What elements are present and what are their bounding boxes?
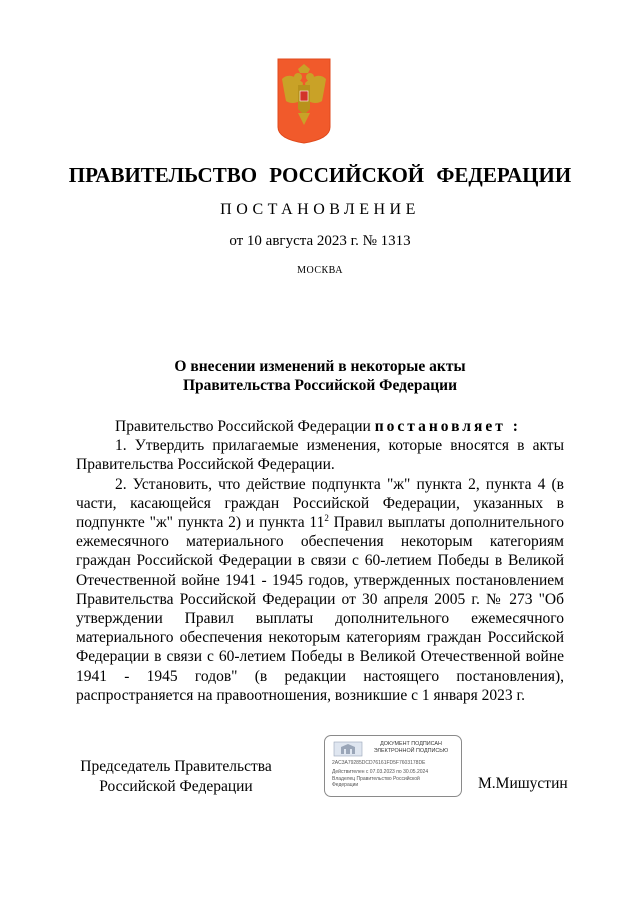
russian-coat-of-arms-emblem (276, 57, 332, 145)
item-2-paragraph (76, 475, 564, 705)
item-1-paragraph: 1. Утвердить прилагаемые изменения, которые вносятся в акты Правительства Российской Федерации. (76, 437, 564, 474)
stamp-serial: 2AC3A79285DCD76161FD5F7603178DE (332, 760, 426, 766)
electronic-signature-stamp (324, 735, 462, 797)
stamp-emblem-icon (333, 741, 363, 757)
signatory-position-line-1: Председатель Правительства (80, 758, 272, 775)
stamp-title-line-2: ЭЛЕКТРОННОЙ ПОДПИСЬЮ (373, 748, 449, 754)
document-date-number: от 10 августа 2023 г. № 1313 (229, 233, 411, 249)
document-type: ПОСТАНОВЛЕНИЕ (220, 201, 420, 218)
item-2-text-a: 2. Установить, что действие подпункта "ж" пункта 2, пункта 4 (в части, касающейся граждан Российской Федерации, указанных в подпункте "ж" пункта 2) и пункта 11 (76, 475, 564, 532)
intro-paragraph (76, 417, 564, 436)
decree-word: постановляет : (374, 418, 521, 435)
signatory-name: М.Мишустин (478, 775, 568, 792)
intro-text: Правительство Российской Федерации (115, 418, 371, 435)
subject-line-1: О внесении изменений в некоторые акты (174, 358, 466, 375)
signatory-position (76, 757, 276, 796)
document-body (76, 417, 564, 705)
stamp-owner-line-2: Федерации (332, 782, 359, 788)
document-subject (0, 357, 640, 395)
government-title: ПРАВИТЕЛЬСТВО РОССИЙСКОЙ ФЕДЕРАЦИИ (68, 163, 572, 187)
document-city: МОСКВА (297, 265, 343, 276)
item-2-text-b: Правил выплаты дополнительного ежемесячного материального обеспечения некоторым категориям граждан Российской Федерации в связи с 60-летием Победы в Великой Отечественной войне 1941 - 1945 годов, утвержденных постановлением Правительства Российской Федерации от 30 апреля 2005 г. № 273 "Об утверждении Правил выплаты дополнительного ежемесячного материального обеспечения некоторым категориям граждан Российской Федерации в связи с 60-летием Победы в Великой Отечественной войне 1941 - 1945 годов" (в редакции настоящего постановления), распространяется на правоотношения, возникшие с 1 января 2023 г. (76, 514, 564, 704)
signatory-position-line-2: Российской Федерации (99, 777, 253, 795)
stamp-validity: Действителен с 07.03.2023 по 30.05.2024 (332, 769, 429, 775)
stamp-owner-line-1: Владелец Правительство Российской (332, 776, 420, 782)
stamp-title (361, 741, 461, 755)
item-2-superscript: 2 (324, 513, 329, 524)
stamp-title-line-1: ДОКУМЕНТ ПОДПИСАН (380, 741, 442, 747)
subject-line-2: Правительства Российской Федерации (182, 377, 458, 394)
